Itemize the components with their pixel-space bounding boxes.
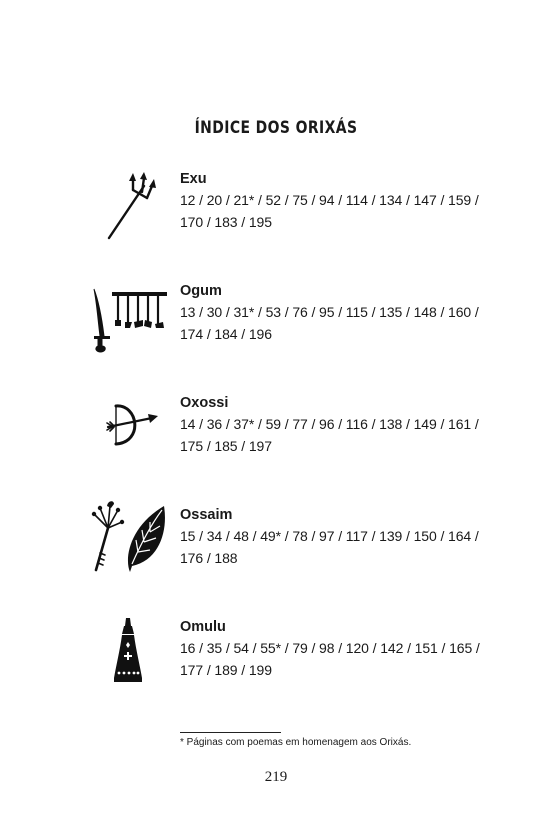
- orixa-name: Omulu: [180, 619, 226, 635]
- orixa-entry-omulu: [180, 617, 500, 681]
- orixa-entry-ossaim: [180, 505, 500, 569]
- orixa-name: Ossaim: [180, 507, 233, 523]
- page-list: 14 / 36 / 37* / 59 / 77 / 96 / 116 / 138 / 149 / 161 /: [180, 416, 479, 432]
- orixa-name: Ogum: [180, 283, 222, 299]
- page-number: 219: [264, 769, 288, 785]
- page-list: 174 / 184 / 196: [180, 326, 272, 342]
- orixa-name: Exu: [180, 171, 207, 187]
- page-list: 176 / 188: [180, 550, 238, 566]
- page-list: 15 / 34 / 48 / 49* / 78 / 97 / 117 / 139 / 150 / 164 /: [180, 528, 479, 544]
- page-list: 170 / 183 / 195: [180, 214, 272, 230]
- leaf-and-staff-icon: [88, 500, 170, 574]
- page-title: ÍNDICE DOS ORIXÁS: [194, 118, 358, 138]
- page-list: 12 / 20 / 21* / 52 / 75 / 94 / 114 / 134 / 147 / 159 /: [180, 192, 479, 208]
- bow-and-arrow-icon: [104, 402, 160, 448]
- trident-icon: [100, 172, 162, 244]
- orixa-entry-oxossi: [180, 393, 500, 457]
- page-list: 175 / 185 / 197: [180, 438, 272, 454]
- orixa-entry-exu: [180, 169, 500, 233]
- orixa-entry-ogum: [180, 281, 500, 345]
- sword-and-tools-icon: [88, 286, 170, 356]
- page-list: 13 / 30 / 31* / 53 / 76 / 95 / 115 / 135 / 148 / 160 /: [180, 304, 479, 320]
- footnote-rule: [180, 732, 281, 733]
- xaxara-icon: [112, 616, 144, 684]
- page-list: 177 / 189 / 199: [180, 662, 272, 678]
- orixa-name: Oxossi: [180, 395, 229, 411]
- footnote: * Páginas com poemas em homenagem aos Orixás.: [180, 737, 412, 748]
- page-list: 16 / 35 / 54 / 55* / 79 / 98 / 120 / 142 / 151 / 165 /: [180, 640, 480, 656]
